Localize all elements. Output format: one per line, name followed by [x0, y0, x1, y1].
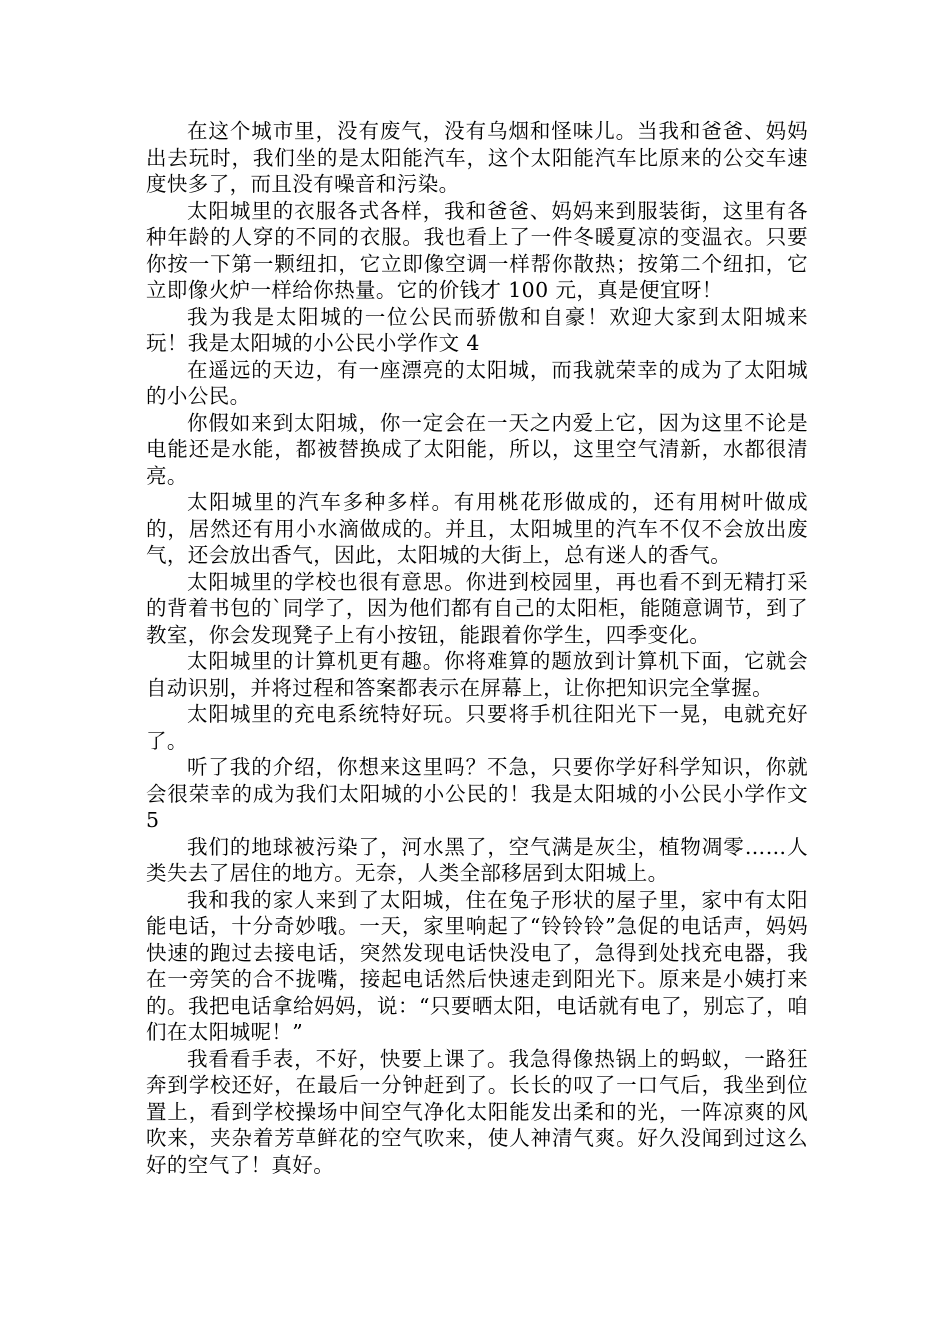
paragraph: 太阳城里的汽车多种多样。有用桃花形做成的，还有用树叶做成的，居然还有用小水滴做成的。并且，太阳城里的汽车不仅不会放出废气，还会放出香气，因此，太阳城的大街上，总有迷人的香气。 [146, 490, 808, 567]
document-page [146, 118, 808, 1178]
paragraph: 太阳城里的衣服各式各样，我和爸爸、妈妈来到服装街，这里有各种年龄的人穿的不同的衣服。我也看上了一件冬暖夏凉的变温衣。只要你按一下第一颗纽扣，它立即像空调一样帮你散热；按第二个纽扣，它立即像火炉一样给你热量。它的价钱才 100 元，真是便宜呀！ [146, 198, 808, 302]
paragraph: 听了我的介绍，你想来这里吗？不急，只要你学好科学知识，你就会很荣幸的成为我们太阳城的小公民的！我是太阳城的小公民小学作文 5 [146, 755, 808, 832]
paragraph: 太阳城里的学校也很有意思。你进到校园里，再也看不到无精打采的背着书包的`同学了，因为他们都有自己的太阳柜，能随意调节，到了教室，你会发现凳子上有小按钮，能跟着你学生，四季变化。 [146, 569, 808, 647]
paragraph: 太阳城里的充电系统特好玩。只要将手机往阳光下一晃，电就充好了。 [146, 702, 808, 753]
paragraph: 我看看手表，不好，快要上课了。我急得像热锅上的蚂蚁，一路狂奔到学校还好，在最后一分钟赶到了。长长的叹了一口气后，我坐到位置上，看到学校操场中间空气净化太阳能发出柔和的光，一阵凉爽的风吹来，夹杂着芳草鲜花的空气吹来，使人神清气爽。好久没闻到过这么好的空气了！真好。 [146, 1046, 808, 1177]
paragraph: 在这个城市里，没有废气，没有乌烟和怪味儿。当我和爸爸、妈妈出去玩时，我们坐的是太阳能汽车，这个太阳能汽车比原来的公交车速度快多了，而且没有噪音和污染。 [146, 119, 808, 196]
paragraph: 我和我的家人来到了太阳城，住在兔子形状的屋子里，家中有太阳能电话，十分奇妙哦。一天，家里响起了“铃铃铃”急促的电话声，妈妈快速的跑过去接电话，突然发现电话快没电了，急得到处找充电器，我在一旁笑的合不拢嘴，接起电话然后快速走到阳光下。原来是小姨打来的。我把电话拿给妈妈，说：“只要晒太阳，电话就有电了，别忘了，咱们在太阳城呢！” [146, 887, 808, 1044]
paragraph: 太阳城里的计算机更有趣。你将难算的题放到计算机下面，它就会自动识别，并将过程和答案都表示在屏幕上，让你把知识完全掌握。 [146, 649, 808, 700]
paragraph: 你假如来到太阳城，你一定会在一天之内爱上它，因为这里不论是电能还是水能，都被替换成了太阳能，所以，这里空气清新，水都很清亮。 [146, 410, 808, 488]
paragraph: 在遥远的天边，有一座漂亮的太阳城，而我就荣幸的成为了太阳城的小公民。 [146, 357, 808, 408]
paragraph: 我为我是太阳城的一位公民而骄傲和自豪！欢迎大家到太阳城来玩！我是太阳城的小公民小学作文 4 [146, 304, 808, 355]
paragraph: 我们的地球被污染了，河水黑了，空气满是灰尘，植物凋零……人类失去了居住的地方。无奈，人类全部移居到太阳城上。 [146, 834, 808, 885]
